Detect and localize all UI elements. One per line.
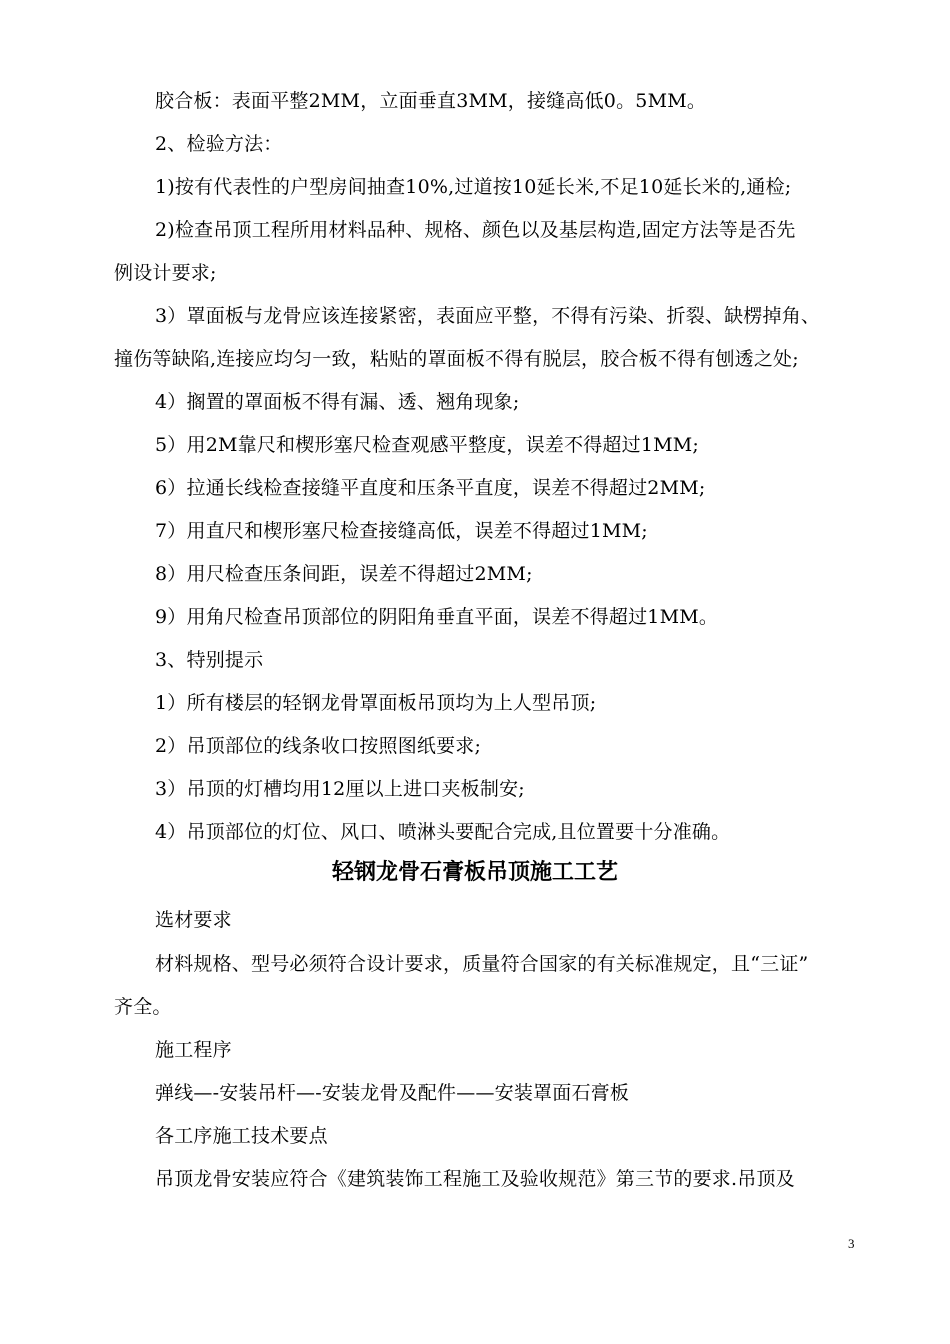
paragraph-item-7: 7）用直尺和楔形塞尺检查接缝高低，误差不得超过1MM; bbox=[155, 520, 648, 542]
paragraph-item-9: 9）用角尺检查吊顶部位的阴阳角垂直平面，误差不得超过1MM。 bbox=[155, 606, 719, 628]
heading-material-requirements: 选材要求 bbox=[155, 909, 232, 931]
heading-special-notes: 3、特别提示 bbox=[155, 649, 264, 671]
paragraph-item-3: 3）罩面板与龙骨应该连接紧密，表面应平整，不得有污染、折裂、缺楞掉角、 bbox=[155, 305, 821, 327]
note-item-4: 4）吊顶部位的灯位、风口、喷淋头要配合完成,且位置要十分准确。 bbox=[155, 821, 731, 843]
paragraph-item-2-continued: 例设计要求; bbox=[114, 262, 217, 284]
paragraph-item-2: 2)检查吊顶工程所用材料品种、规格、颜色以及基层构造,固定方法等是否先 bbox=[155, 219, 796, 241]
heading-technical-points: 各工序施工技术要点 bbox=[155, 1125, 328, 1147]
heading-inspection-method: 2、检验方法： bbox=[155, 133, 283, 155]
paragraph-plywood-tolerance: 胶合板：表面平整2MM，立面垂直3MM，接缝高低0。5MM。 bbox=[155, 90, 707, 112]
paragraph-item-8: 8）用尺检查压条间距，误差不得超过2MM; bbox=[155, 563, 533, 585]
paragraph-item-3-continued: 撞伤等缺陷,连接应均匀一致，粘贴的罩面板不得有脱层，胶合板不得有刨透之处; bbox=[114, 348, 799, 370]
note-item-2: 2）吊顶部位的线条收口按照图纸要求; bbox=[155, 735, 482, 757]
paragraph-item-1: 1)按有代表性的户型房间抽查10%,过道按10延长米,不足10延长米的,通检; bbox=[155, 176, 792, 198]
note-item-1: 1）所有楼层的轻钢龙骨罩面板吊顶均为上人型吊顶; bbox=[155, 692, 597, 714]
paragraph-material-spec: 材料规格、型号必须符合设计要求，质量符合国家的有关标准规定，且“三证” bbox=[155, 953, 809, 975]
paragraph-item-6: 6）拉通长线检查接缝平直度和压条平直度，误差不得超过2MM; bbox=[155, 477, 706, 499]
heading-construction-procedure: 施工程序 bbox=[155, 1039, 232, 1061]
paragraph-item-4: 4）搁置的罩面板不得有漏、透、翘角现象; bbox=[155, 391, 520, 413]
paragraph-material-spec-continued: 齐全。 bbox=[114, 996, 172, 1018]
paragraph-keel-installation: 吊顶龙骨安装应符合《建筑装饰工程施工及验收规范》第三节的要求.吊顶及 bbox=[155, 1168, 795, 1190]
paragraph-item-5: 5）用2M靠尺和楔形塞尺检查观感平整度，误差不得超过1MM; bbox=[155, 434, 700, 456]
page-number: 3 bbox=[848, 1236, 855, 1251]
section-title: 轻钢龙骨石膏板吊顶施工工艺 bbox=[331, 860, 618, 885]
note-item-3: 3）吊顶的灯槽均用12厘以上进口夹板制安; bbox=[155, 778, 525, 800]
paragraph-procedure-steps: 弹线—-安装吊杆—-安装龙骨及配件——安装罩面石膏板 bbox=[155, 1082, 630, 1104]
